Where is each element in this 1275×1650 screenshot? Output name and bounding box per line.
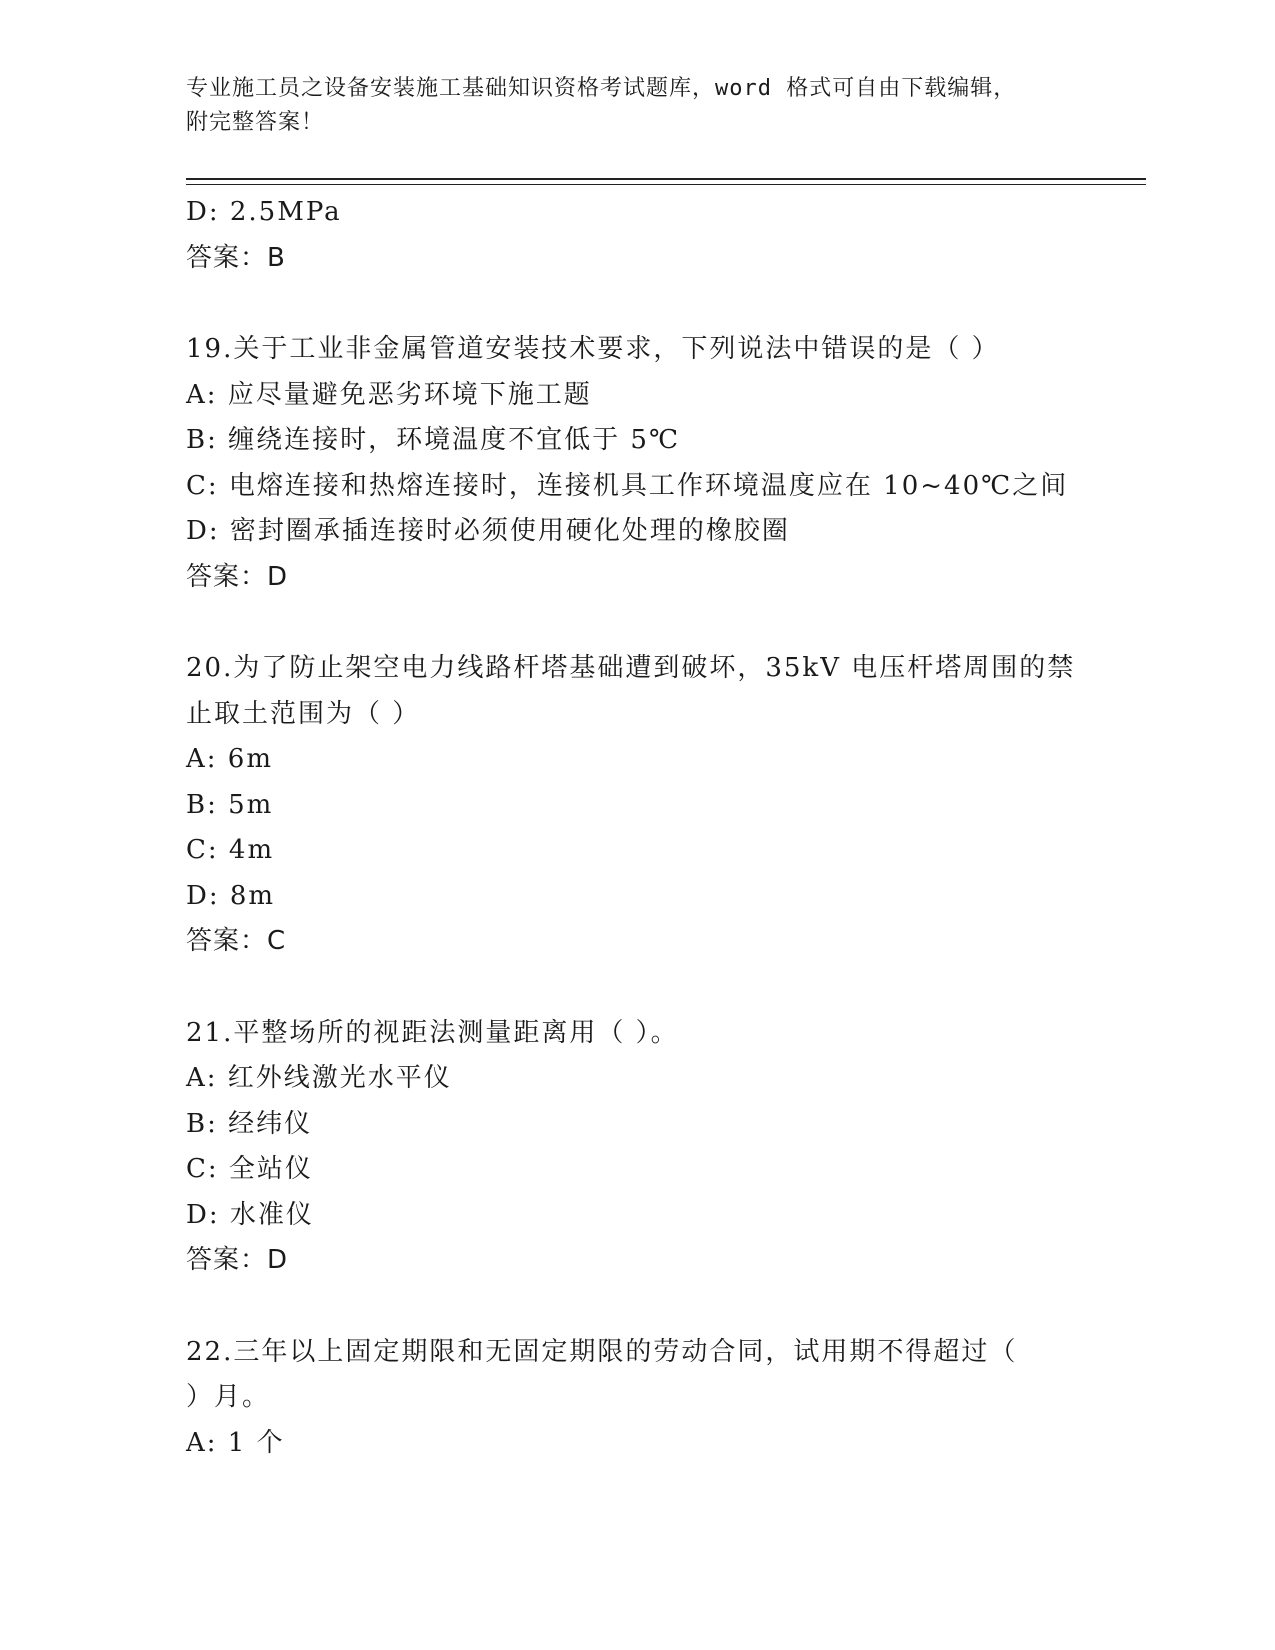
- spacer: [186, 965, 1146, 1011]
- option-b: B: 5m: [186, 789, 274, 820]
- option-a: A: 6m: [186, 744, 273, 774]
- header-line-1: 专业施工员之设备安装施工基础知识资格考试题库，word 格式可自由下载编辑，: [186, 76, 1017, 101]
- option-d: D: 水准仪: [186, 1199, 314, 1230]
- spacer: [186, 281, 1146, 327]
- answer-line: 答案：D: [186, 1245, 289, 1275]
- question-stem-continued: 止取土范围为（ ）: [186, 698, 421, 729]
- question-stem: 20.为了防止架空电力线路杆塔基础遭到破坏，35kV 电压杆塔周围的禁: [186, 653, 1076, 683]
- header-rule-thick: [186, 178, 1146, 180]
- question-22: [186, 1330, 1146, 1467]
- option-c: C: 电熔连接和热熔连接时，连接机具工作环境温度应在 10~40℃之间: [186, 470, 1069, 501]
- option-d: D: 密封圈承插连接时必须使用硬化处理的橡胶圈: [186, 516, 790, 546]
- question-21: [186, 1011, 1146, 1284]
- document-header: [186, 72, 1066, 140]
- spacer: [186, 600, 1146, 646]
- question-stem: 19.关于工业非金属管道安装技术要求，下列说法中错误的是（ ）: [186, 334, 1000, 364]
- option-d: D: 8m: [186, 880, 276, 911]
- question-stem-continued: ）月。: [186, 1382, 271, 1412]
- option-c: C: 全站仪: [186, 1154, 313, 1184]
- previous-question-tail: [186, 190, 1146, 281]
- question-stem: 21.平整场所的视距法测量距离用（ ）。: [186, 1017, 679, 1048]
- answer-line: 答案：D: [186, 561, 289, 592]
- option-d: D: 2.5MPa: [186, 197, 342, 227]
- option-b: B: 经纬仪: [186, 1108, 313, 1139]
- option-a: A: 红外线激光水平仪: [186, 1063, 452, 1093]
- option-a: A: 1 个: [186, 1427, 285, 1458]
- question-stem: 22.三年以上固定期限和无固定期限的劳动合同，试用期不得超过（: [186, 1336, 1018, 1367]
- answer-line: 答案：B: [186, 242, 286, 273]
- question-19: [186, 327, 1146, 600]
- question-content: [186, 190, 1146, 1466]
- answer-line: 答案：C: [186, 926, 287, 956]
- option-a: A: 应尽量避免恶劣环境下施工题: [186, 379, 592, 410]
- option-c: C: 4m: [186, 835, 275, 865]
- question-20: [186, 646, 1146, 965]
- document-page: [186, 0, 1146, 1650]
- header-line-2: 附完整答案！: [186, 110, 325, 135]
- option-b: B: 缠绕连接时，环境温度不宜低于 5℃: [186, 425, 681, 455]
- spacer: [186, 1284, 1146, 1330]
- header-rule-thin: [186, 184, 1146, 185]
